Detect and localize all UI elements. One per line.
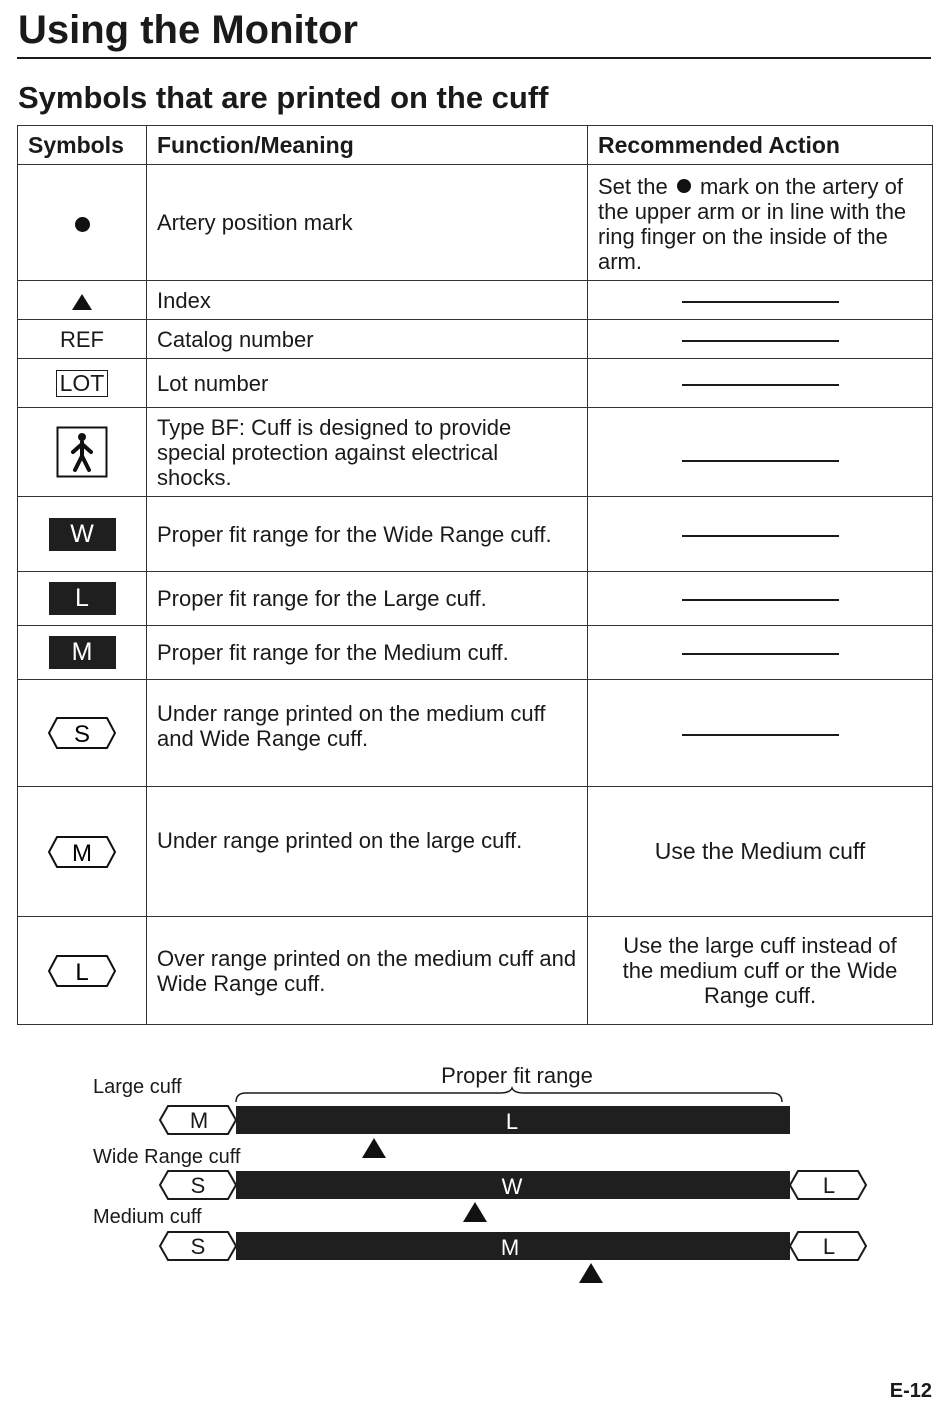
symbol-cell [18,572,147,626]
dash-placeholder [682,734,839,736]
action-cell: Use the large cuff instead of the medium cuff or the Wide Range cuff. [588,917,933,1025]
function-cell: Proper fit range for the Large cuff. [147,572,588,626]
function-cell: Catalog number [147,320,588,359]
table-row [18,917,933,1025]
dash-placeholder [682,535,839,537]
symbol-cell [18,281,147,320]
over-range-l-symbol [47,954,117,988]
table-row [18,359,933,408]
dash-placeholder [682,340,839,342]
action-cell [588,497,933,572]
action-cell [588,320,933,359]
function-cell: Index [147,281,588,320]
function-cell: Type BF: Cuff is designed to provide special protection against electrical shocks. [147,408,588,497]
table-row [18,408,933,497]
function-cell: Lot number [147,359,588,408]
wide-range-fit-symbol: W [49,518,116,551]
medium-cuff-over-label: L [822,1234,836,1259]
function-cell: Proper fit range for the Medium cuff. [147,626,588,680]
symbol-cell [18,626,147,680]
wide-range-cuff-over-label: L [822,1173,836,1198]
large-cuff-label: Large cuff [93,1076,182,1098]
wide-range-cuff-under-label: S [190,1173,206,1198]
large-cuff-index-triangle-icon [362,1138,386,1158]
medium-cuff-bar-label: M [500,1235,520,1260]
table-row [18,680,933,787]
section-title: Symbols that are printed on the cuff [18,80,549,115]
title-divider [17,57,931,59]
header-action: Recommended Action [588,126,933,165]
wide-range-cuff-bar-label: W [501,1174,523,1199]
action-cell [588,572,933,626]
symbol-cell [18,359,147,408]
table-row [18,626,933,680]
action-cell [588,165,933,281]
action-cell [588,680,933,787]
action-text-start: Set the [598,173,668,199]
function-cell: Proper fit range for the Wide Range cuff. [147,497,588,572]
page-title: Using the Monitor [18,8,358,52]
action-cell [588,408,933,497]
medium-fit-symbol: M [49,636,116,669]
function-cell: Under range printed on the medium cuff and Wide Range cuff. [147,680,588,787]
medium-cuff-label: Medium cuff [93,1206,202,1228]
table-row [18,320,933,359]
proper-fit-range-brace [236,1088,782,1102]
wide-range-cuff-label: Wide Range cuff [93,1146,241,1168]
table-row [18,281,933,320]
symbol-cell [18,787,147,917]
symbol-cell: REF [18,320,147,359]
action-cell [588,626,933,680]
proper-fit-range-label: Proper fit range [441,1063,593,1088]
action-cell [588,281,933,320]
symbol-cell [18,497,147,572]
symbol-cell [18,165,147,281]
lot-symbol: LOT [56,370,109,397]
table-row [18,497,933,572]
filled-dot-icon [75,217,90,232]
page-number: E-12 [889,1380,932,1402]
table-row [18,572,933,626]
symbols-table [17,125,933,1025]
table-header-row [18,126,933,165]
medium-cuff-under-label: S [190,1234,206,1259]
under-range-m-symbol [47,835,117,869]
dash-placeholder [682,599,839,601]
symbol-cell [18,680,147,787]
over-range-l-label: L [75,958,89,986]
type-bf-person-icon [56,426,108,478]
wide-range-cuff-index-triangle-icon [463,1202,487,1222]
medium-cuff-index-triangle-icon [579,1263,603,1283]
dash-placeholder [682,301,839,303]
under-range-s-symbol [47,716,117,750]
dash-placeholder [682,460,839,462]
symbol-cell [18,408,147,497]
under-range-m-label: M [72,839,92,867]
symbol-cell [18,917,147,1025]
header-symbols: Symbols [18,126,147,165]
filled-dot-icon [677,179,691,193]
table-row [18,165,933,281]
large-cuff-bar-label: L [505,1109,519,1134]
header-function: Function/Meaning [147,126,588,165]
under-range-s-label: S [73,721,91,748]
table-row [18,787,933,917]
large-fit-symbol: L [49,582,116,615]
action-text-end: mark on the artery of the upper arm or in line with the ring finger on the inside of the arm. [598,173,907,274]
triangle-icon [71,293,93,311]
function-cell: Over range printed on the medium cuff and Wide Range cuff. [147,917,588,1025]
large-cuff-under-label: M [189,1108,209,1133]
function-cell: Under range printed on the large cuff. [147,787,588,917]
function-cell: Artery position mark [147,165,588,281]
dash-placeholder [682,653,839,655]
cuff-fit-range-diagram [0,1040,950,1300]
dash-placeholder [682,384,839,386]
action-cell: Use the Medium cuff [588,787,933,917]
action-cell [588,359,933,408]
